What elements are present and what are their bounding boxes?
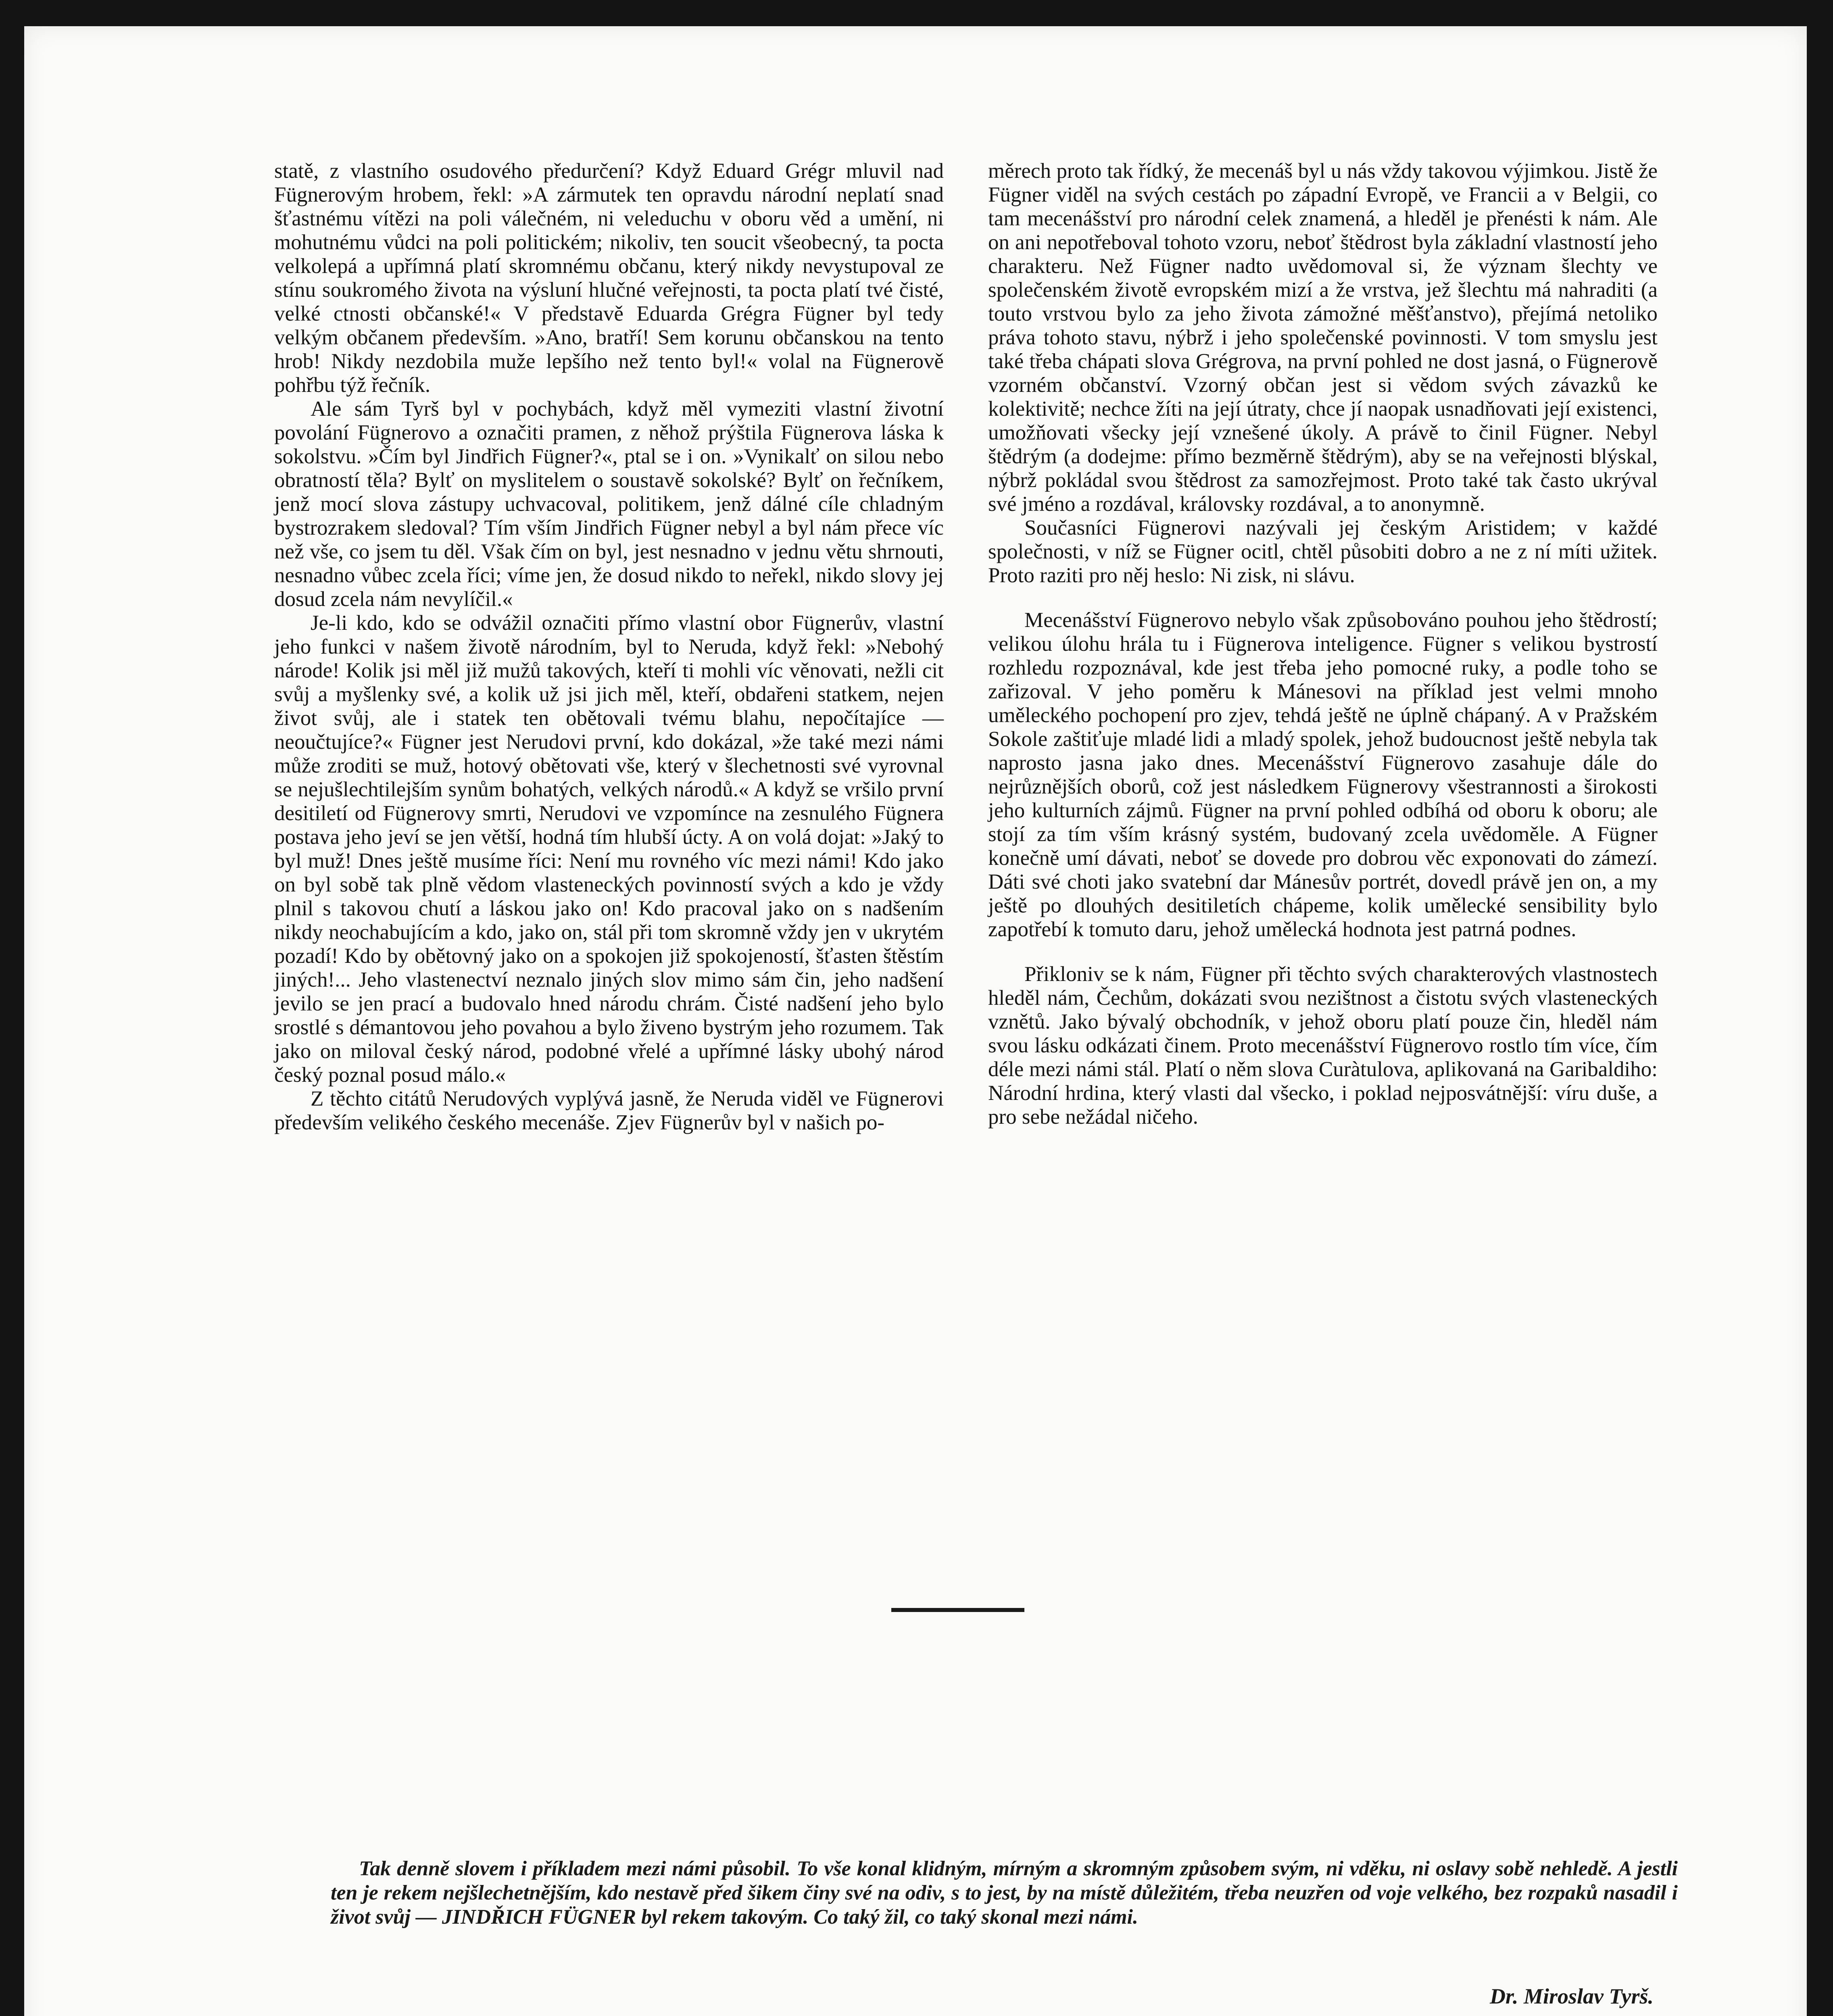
left-paragraph-2: Ale sám Tyrš byl v pochybách, když měl vymeziti vlastní životní povolání Fügnerovo a označiti pramen, z něhož prýštila Fügnerova láska k sokolstvu. »Čím byl Jindřich Fügner?«, ptal se i on. »Vynikalť on silou nebo obratností těla? Bylť on myslitelem o soustavě sokolské? Bylť on řečníkem, jenž mocí slova zástupy uchvacoval, politikem, jenž dálné cíle chladným bystrozrakem sledoval? Tím vším Jindřich Fügner nebyl a byl nám přece víc než vše, co jsem tu děl. Však čím on byl, jest nesnadno v jednu větu shrnouti, nesnadno vůbec zcela říci; víme jen, že dosud nikdo to neřekl, nikdo slovy jej dosud zcela nám nevylíčil.« (274, 397, 944, 611)
right-column (988, 159, 1658, 1129)
right-paragraph-4: Přikloniv se k nám, Fügner při těchto svých charakterových vlastnostech hleděl nám, Čechům, dokázati svou nezištnost a čistotu svých vlasteneckých vznětů. Jako bývalý obchodník, v jehož oboru platí pouze čin, hleděl nám svou lásku odkázati činem. Proto mecenášství Fügnerovo rostlo tím více, čím déle mezi námi stál. Platí o něm slova Curàtulova, aplikovaná na Garibaldiho: Národní hrdina, který vlasti dal všecko, i poklad nejposvátnější: víru duše, a pro sebe nežádal ničeho. (988, 962, 1658, 1129)
right-paragraph-2: Současníci Fügnerovi nazývali jej českým Aristidem; v každé společnosti, v níž se Fügner ocitl, chtěl působiti dobro a ne z ní míti užitek. Proto raziti pro něj heslo: Ni zisk, ni slávu. (988, 516, 1658, 587)
left-column (274, 159, 944, 1135)
section-divider (891, 1608, 1024, 1612)
left-paragraph-1: statě, z vlastního osudového předurčení? Když Eduard Grégr mluvil nad Fügnerovým hrobem, řekl: »A zármutek ten opravdu národní neplatí snad šťastnému vítězi na poli válečném, ni veleduchu v oboru věd a umění, ni mohutnému vůdci na poli politickém; nikoliv, ten soucit všeobecný, ta pocta velkolepá a upřímná platí skromnému občanu, který nikdy nevystupoval ze stínu soukromého života na výsluní hlučné veřejnosti, ta pocta platí tvé čisté, velké ctnosti občanské!« V představě Eduarda Grégra Fügner byl tedy velkým občanem především. »Ano, bratří! Sem korunu občanskou na tento hrob! Nikdy nezdobila muže lepšího než tento byl!« volal na Fügnerově pohřbu týž řečník. (274, 159, 944, 397)
left-paragraph-3: Je-li kdo, kdo se odvážil označiti přímo vlastní obor Fügnerův, vlastní jeho funkci v našem životě národním, byl to Neruda, když řekl: »Nebohý národe! Kolik jsi měl již mužů takových, kteří ti mohli víc věnovati, nežli cit svůj a myšlenky své, a kolik už jsi jich měl, kteří, obdařeni statkem, nejen život svůj, ale i statek ten obětovali tvému blahu, nepočítajíce — neoučtujíce?« Fügner jest Nerudovi první, kdo dokázal, »že také mezi námi může zroditi se muž, hotový obětovati vše, který v šlechetnosti své vyrovnal se nejušlechtilejším synům bohatých, velkých národů.« A když se vršilo první desitiletí od Fügnerovy smrti, Nerudovi ve vzpomínce na zesnulého Fügnera postava jeho jeví se jen větší, hodná tím hlubší úcty. A on volá dojat: »Jaký to byl muž! Dnes ještě musíme říci: Není mu rovného víc mezi námi! Kdo jako on byl sobě tak plně vědom vlasteneckých povinností svých a kdo je vždy plnil s takovou chutí a láskou jako on! Kdo pracoval jako on s nadšením nikdy neochabujícím a kdo, jako on, stál při tom skromně vždy jen v ukrytém pozadí! Kdo by obětovný jako on a spokojen již spokojeností, šťasten štěstím jiných!... Jeho vlastenectví neznalo jiných slov mimo sám čin, jeho nadšení jevilo se jen prací a budovalo hned národu chrám. Čisté nadšení jeho bylo srostlé s démantovou jeho povahou a bylo živeno bystrým jeho rozumem. Tak jako on miloval český národ, podobné vřelé a upřímné lásky ubohý národ český poznal posud málo.« (274, 611, 944, 1087)
document-page (24, 26, 1807, 2016)
left-paragraph-4: Z těchto citátů Nerudových vyplývá jasně, že Neruda viděl ve Fügnerovi především velikého českého mecenáše. Zjev Fügnerův byl v našich po- (274, 1087, 944, 1134)
right-paragraph-1: měrech proto tak řídký, že mecenáš byl u nás vždy takovou výjimkou. Jistě že Fügner viděl na svých cestách po západní Evropě, ve Francii a v Belgii, co tam mecenášství pro národní celek znamená, a hleděl je přenésti k nám. Ale on ani nepotřeboval tohoto vzoru, neboť štědrost byla základní vlastností jeho charakteru. Než Fügner nadto uvědomoval si, že význam šlechty ve společenském životě evropském mizí a že vrstva, jež šlechtu má nahraditi (a touto vrstvou bylo za jeho života zámožné měšťanstvo), přejímá netoliko práva tohoto stavu, nýbrž i jeho společenské povinnosti. V tom smyslu jest také třeba chápati slova Grégrova, na první pohled ne dost jasná, o Fügnerově vzorném občanství. Vzorný občan jest si vědom svých závazků ke kolektivitě; nechce žíti na její útraty, chce jí naopak usnadňovati její existenci, umožňovati všecky její vznešené úkoly. A právě to činil Fügner. Nebyl štědrým (a dodejme: přímo bezměrně štědrým), aby se na veřejnosti blýskal, nýbrž pokládal svou štědrost za samozřejmost. Proto také tak často ukrýval své jméno a rozdával, královsky rozdával, a to anonymně. (988, 159, 1658, 516)
quote-author: Dr. Miroslav Tyrš. (1489, 1984, 1654, 2008)
right-paragraph-3: Mecenášství Fügnerovo nebylo však způsobováno pouhou jeho štědrostí; velikou úlohu hrála tu i Fügnerova inteligence. Fügner s velikou bystrostí rozhledu rozpoznával, kde jest třeba jeho pomocné ruky, a podle toho se zařizoval. V jeho poměru k Mánesovi na příklad jest velmi mnoho uměleckého pochopení pro zjev, tehdá ještě ne úplně chápaný. A v Pražském Sokole zaštiťuje mladé lidi a mladý spolek, jehož budoucnost ještě nebyla tak naprosto jasna jako dnes. Mecenášství Fügnerovo zasahuje dále do nejrůznějších oborů, což jest následkem Fügnerovy všestrannosti a širokosti jeho kulturních zájmů. Fügner na první pohled odbíhá od oboru k oboru; ale stojí za tím vším krásný systém, budovaný zcela uvědoměle. A Fügner konečně umí dávati, neboť se dovede pro dobrou věc exponovati do zámezí. Dáti své choti jako svatební dar Mánesův portrét, dovedl právě jen on, a my ještě po dlouhých desitiletích chápeme, kolik umělecké sensibility bylo zapotřebí k tomuto daru, jehož umělecká hodnota jest patrná podnes. (988, 608, 1658, 941)
closing-quote: Tak denně slovem i příkladem mezi námi působil. To vše konal klidným, mírným a skromným způsobem svým, ni vděku, ni oslavy sobě nehledě. A jestli ten je rekem nejšlechetnějším, kdo nestavě před šikem činy své na odiv, s to jest, by na místě důležitém, třeba neuzřen od voje velkého, bez rozpaků nasadil i život svůj — JINDŘICH FÜGNER byl rekem takovým. Co taký žil, co taký skonal mezi námi. (331, 1857, 1678, 1929)
